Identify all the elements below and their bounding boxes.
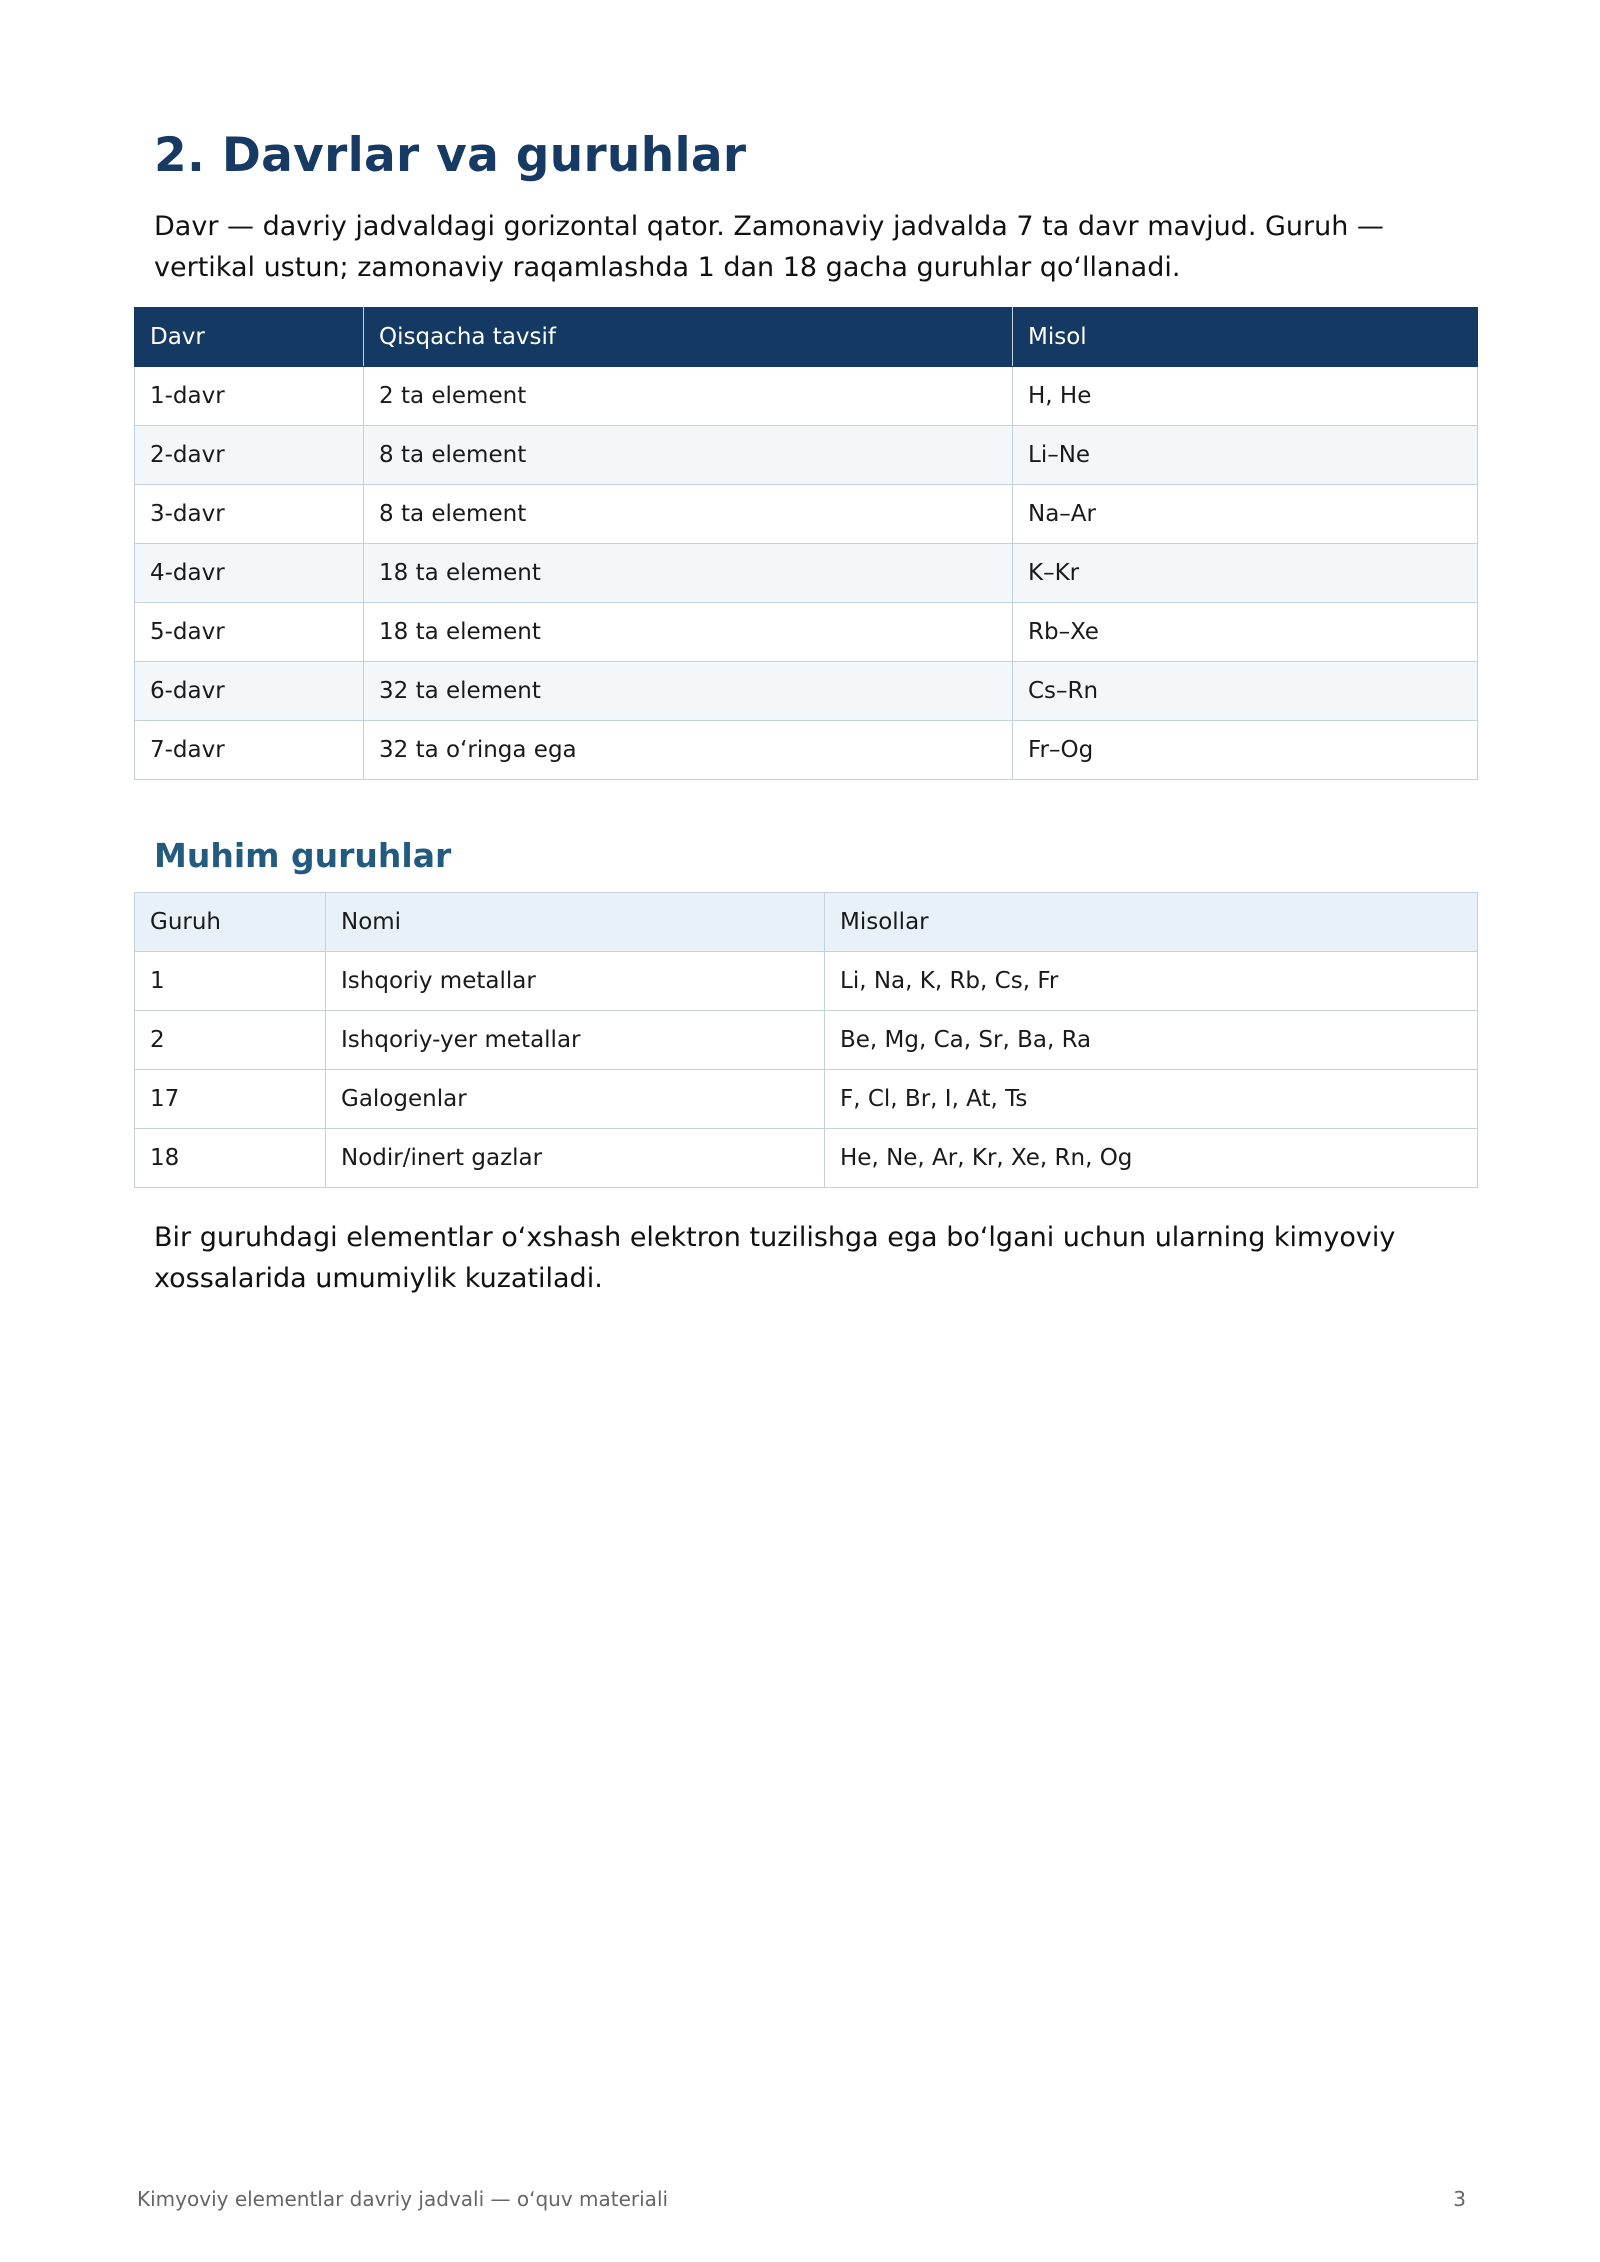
table-header-row bbox=[135, 893, 1478, 952]
table-row bbox=[135, 662, 1478, 721]
table-cell: 32 ta element bbox=[364, 662, 1013, 721]
table-cell: He, Ne, Ar, Kr, Xe, Rn, Og bbox=[825, 1129, 1478, 1188]
column-header: Qisqacha tavsif bbox=[364, 308, 1013, 367]
table-cell: H, He bbox=[1013, 367, 1478, 426]
table-cell: 2-davr bbox=[135, 426, 364, 485]
intro-paragraph: Davr — davriy jadvaldagi gorizontal qator. Zamonaviy jadvalda 7 ta davr mavjud. Guruh — vertikal ustun; zamonaviy raqamlashda 1 dan 18 gacha guruhlar qoʻllanadi. bbox=[154, 211, 1384, 283]
table-row bbox=[135, 485, 1478, 544]
table-row bbox=[135, 952, 1478, 1011]
table-cell: 8 ta element bbox=[364, 426, 1013, 485]
table-row bbox=[135, 367, 1478, 426]
table-cell: F, Cl, Br, I, At, Ts bbox=[825, 1070, 1478, 1129]
footer-page-number: 3 bbox=[1453, 2187, 1466, 2211]
table-row bbox=[135, 426, 1478, 485]
groups-table bbox=[134, 892, 1478, 1188]
table-cell: K–Kr bbox=[1013, 544, 1478, 603]
column-header: Guruh bbox=[135, 893, 326, 952]
table-cell: 18 bbox=[135, 1129, 326, 1188]
table-cell: Nodir/inert gazlar bbox=[326, 1129, 825, 1188]
column-header: Davr bbox=[135, 308, 364, 367]
table-cell: Li–Ne bbox=[1013, 426, 1478, 485]
table-row bbox=[135, 721, 1478, 780]
column-header: Nomi bbox=[326, 893, 825, 952]
column-header: Misol bbox=[1013, 308, 1478, 367]
table-cell: 18 ta element bbox=[364, 603, 1013, 662]
table-cell: 2 ta element bbox=[364, 367, 1013, 426]
table-cell: 2 bbox=[135, 1011, 326, 1070]
table-cell: Rb–Xe bbox=[1013, 603, 1478, 662]
table-cell: 7-davr bbox=[135, 721, 364, 780]
table-cell: 4-davr bbox=[135, 544, 364, 603]
table-cell: 8 ta element bbox=[364, 485, 1013, 544]
table-cell: 18 ta element bbox=[364, 544, 1013, 603]
column-header: Misollar bbox=[825, 893, 1478, 952]
table-cell: 6-davr bbox=[135, 662, 364, 721]
table-cell: Be, Mg, Ca, Sr, Ba, Ra bbox=[825, 1011, 1478, 1070]
table-cell: 3-davr bbox=[135, 485, 364, 544]
table-cell: Ishqoriy-yer metallar bbox=[326, 1011, 825, 1070]
subsection-title: Muhim guruhlar bbox=[154, 836, 452, 875]
closing-paragraph: Bir guruhdagi elementlar oʻxshash elektron tuzilishga ega boʻlgani uchun ularning kimyoviy xossalarida umumiylik kuzatiladi. bbox=[154, 1222, 1396, 1294]
table-cell: Fr–Og bbox=[1013, 721, 1478, 780]
table-cell: 1 bbox=[135, 952, 326, 1011]
table-cell: 17 bbox=[135, 1070, 326, 1129]
table-cell: Ishqoriy metallar bbox=[326, 952, 825, 1011]
periods-table bbox=[134, 307, 1478, 780]
footer-document-title: Kimyoviy elementlar davriy jadvali — oʻquv materiali bbox=[137, 2187, 669, 2211]
table-cell: Cs–Rn bbox=[1013, 662, 1478, 721]
table-row bbox=[135, 603, 1478, 662]
table-header-row bbox=[135, 308, 1478, 367]
table-row bbox=[135, 1129, 1478, 1188]
table-row bbox=[135, 544, 1478, 603]
table-cell: Galogenlar bbox=[326, 1070, 825, 1129]
table-cell: Na–Ar bbox=[1013, 485, 1478, 544]
table-cell: Li, Na, K, Rb, Cs, Fr bbox=[825, 952, 1478, 1011]
table-cell: 5-davr bbox=[135, 603, 364, 662]
table-row bbox=[135, 1011, 1478, 1070]
section-title: 2. Davrlar va guruhlar bbox=[154, 128, 747, 183]
table-cell: 32 ta oʻringa ega bbox=[364, 721, 1013, 780]
table-cell: 1-davr bbox=[135, 367, 364, 426]
table-row bbox=[135, 1070, 1478, 1129]
